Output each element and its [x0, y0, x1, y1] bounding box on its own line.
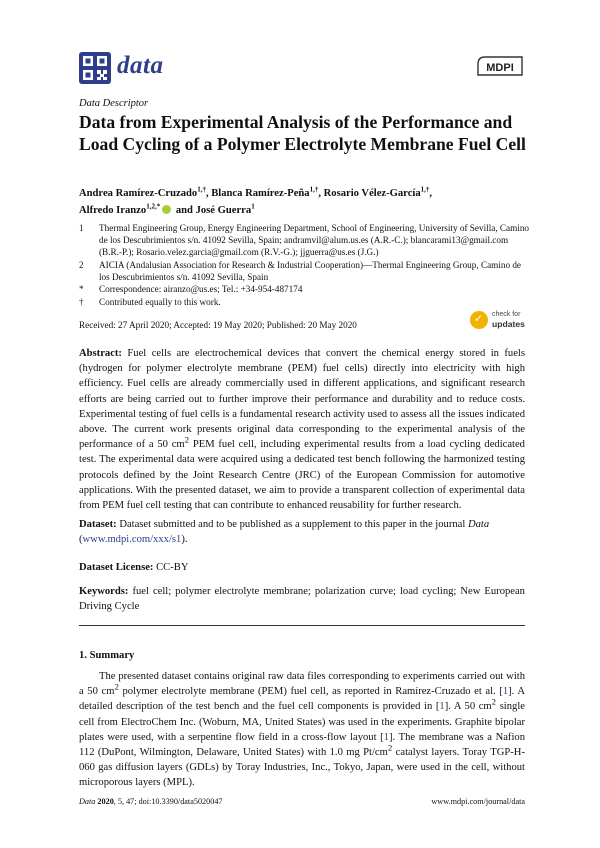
author-affiliation-mark: 1 — [251, 202, 255, 211]
correspondence-text: Correspondence: airanzo@us.es; Tel.: +34-954-487174 — [99, 284, 303, 294]
abstract-text: Fuel cells are electrochemical devices that convert the chemical energy stored in fuels (hydrogen for polymer electrolyte membrane (PEM) fuel cells) directly into electricity with high efficiency. Fuel cells are already commercially used in different applications, and significant research efforts are being carried out to further improve their performance and durability and to reduce costs. Experimental testing of fuel cells is a fundamental research activity used to assess all the issues indicated above. The current work presents original data corresponding to the experimental analysis of the performance of a 50 cm — [79, 348, 525, 451]
author-affiliation-mark: 1,† — [420, 185, 430, 194]
section-divider — [79, 625, 525, 626]
dataset-text: Dataset submitted and to be published as a supplement to this paper in the journal — [119, 519, 466, 530]
keywords-text: fuel cell; polymer electrolyte membrane; polarization curve; load cycling; New European Driving Cycle — [79, 586, 525, 613]
author-separator: , — [318, 188, 324, 199]
check-for-updates-badge[interactable] — [470, 309, 528, 333]
publication-dates: Received: 27 April 2020; Accepted: 19 May 2020; Published: 20 May 2020 — [79, 320, 357, 330]
summary-text: single cell from ElectroChem Inc. (Woburn, MA, United States) was used in the experiments. Graphite bipolar plates were used, with a serpentine flow field in a cross-flow layout [ — [79, 701, 525, 743]
equal-contribution-text: Contributed equally to this work. — [99, 297, 221, 307]
affiliation-text: Thermal Engineering Group, Energy Engineering Department, School of Engineering, University of Sevilla, Camino de los Descubrimientos s/n. 41092 Sevilla, Spain; andramvil@alum.us.es (A.R.-C.); blancarami13@gmail.com (B.R.-P.); Rosario.velez.garcia@gmail.com (R.V.-G.); jjguerra@us.es (J.G.) — [99, 223, 530, 258]
unit-superscript: 2 — [184, 434, 190, 445]
license-text: CC-BY — [156, 562, 189, 573]
affiliation-mark: 2 — [79, 260, 84, 270]
citation-link[interactable]: 1 — [502, 686, 509, 698]
unit-superscript: 2 — [491, 696, 497, 707]
dataset-link[interactable]: www.mdpi.com/xxx/s1 — [82, 534, 182, 546]
keywords — [79, 584, 525, 614]
author-list — [79, 185, 534, 219]
author-affiliation-mark: 1,2,* — [146, 202, 161, 211]
journal-name: data — [117, 52, 164, 79]
footer-journal: Data — [79, 797, 96, 806]
badge-line-2: updates — [492, 319, 525, 329]
abstract — [79, 346, 525, 513]
summary-text: ]. A 50 cm — [444, 701, 492, 713]
orcid-icon[interactable] — [162, 205, 171, 214]
dataset-license — [79, 560, 525, 575]
publisher-name: MDPI — [486, 62, 514, 74]
section-heading: 1. Summary — [79, 650, 135, 661]
article-type: Data Descriptor — [79, 98, 149, 109]
unit-superscript: 2 — [114, 681, 119, 692]
author-separator: and — [173, 205, 196, 216]
affiliation-mark: 1 — [79, 223, 84, 233]
abstract-label: Abstract: — [79, 348, 122, 359]
dataset-statement — [79, 517, 525, 547]
author-affiliation-mark: 1,† — [309, 185, 319, 194]
publisher-logo-icon — [476, 55, 524, 82]
footer-url[interactable]: www.mdpi.com/journal/data — [431, 797, 525, 806]
summary-text: catalyst layers. Toray TGP-H-060 gas diffusion layers (GDLs) by Toray Industries, Inc., Tokyo, Japan, were used in the cell, without microporous layers (MPL). — [79, 747, 525, 789]
license-label: Dataset License: — [79, 562, 154, 573]
author-separator: , — [205, 188, 212, 199]
author-separator: , — [429, 188, 433, 199]
author-name: José Guerra — [195, 205, 252, 216]
summary-text: polymer electrolyte membrane (PEM) fuel cell, as reported in Ramírez-Cruzado et al. [ — [118, 686, 503, 698]
summary-paragraph — [79, 669, 525, 791]
author-name: Andrea Ramírez-Cruzado — [79, 188, 198, 199]
badge-line-1: check for — [492, 311, 521, 318]
dataset-journal: Data — [467, 519, 490, 530]
affiliation-text: AICIA (Andalusian Association for Research & Industrial Cooperation)—Thermal Engineering Group, Camino de los Descubrimientos s/n. 41092 Sevilla, Spain — [99, 260, 522, 283]
unit-superscript: 2 — [387, 742, 393, 753]
dataset-label: Dataset: — [79, 519, 117, 530]
footer-citation — [79, 797, 223, 806]
summary-text: ]. The membrane was a Nafion 112 (DuPont, Wilmington, Delaware, United States) with 1.0 mg Pt/cm — [79, 731, 525, 759]
citation-link[interactable]: 1 — [439, 701, 445, 713]
checkmark-icon: ✓ — [474, 312, 484, 325]
affiliation-mark: * — [79, 284, 84, 294]
summary-text: ]. A detailed description of the test bench and the fuel cell components is provided in [ — [79, 686, 525, 713]
article-title: Data from Experimental Analysis of the Performance and Load Cycling of a Polymer Electrolyte Membrane Fuel Cell — [79, 112, 526, 154]
summary-text: The presented dataset contains original raw data files corresponding to experiments carried out with a 50 cm — [79, 671, 525, 698]
author-name: Rosario Vélez-García — [323, 188, 421, 199]
author-name: Blanca Ramírez-Peña — [211, 188, 310, 199]
link-close: ). — [181, 534, 188, 546]
abstract-text: PEM fuel cell, including experimental results from a load cycling dedicated test. The experimental data were acquired using a dedicated test bench following the harmonized testing protocols defined by the Joint Research Centre (JRC) of the European Commission for automotive applications. With the presented dataset, we aim to provide a transparent collection of experimental data from PEM fuel cell testing that can contribute to enhanced reusability for further research. — [79, 439, 525, 512]
footer-doi: , 5, 47; doi:10.3390/data5020047 — [113, 797, 223, 806]
citation-link[interactable]: 1 — [383, 731, 389, 743]
author-affiliation-mark: 1,† — [197, 185, 206, 194]
affiliation-mark: † — [79, 297, 84, 307]
keywords-label: Keywords: — [79, 586, 129, 597]
journal-logo-icon — [79, 52, 111, 84]
link-open: ( — [79, 534, 83, 546]
footer-year: 2020 — [97, 797, 114, 806]
author-name: Alfredo Iranzo — [79, 205, 147, 216]
